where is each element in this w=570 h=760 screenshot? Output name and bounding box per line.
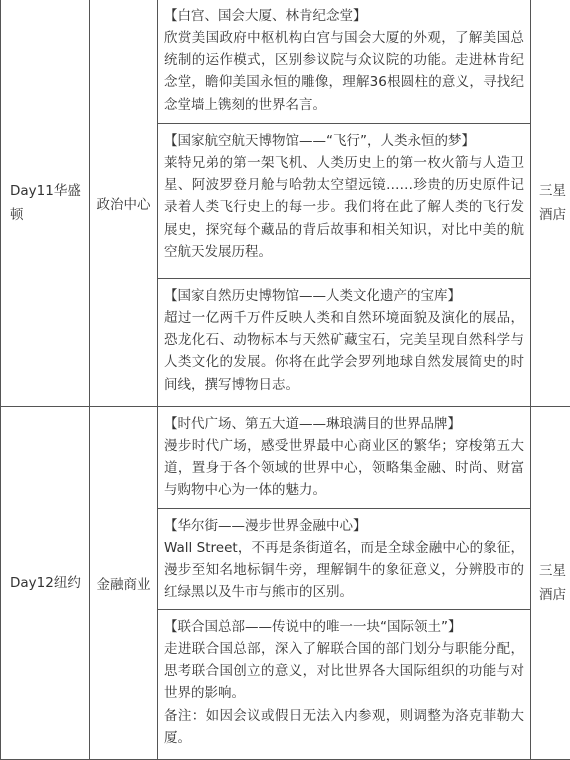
activity-description: 欣赏美国政府中枢机构白宫与国会大厦的外观，了解美国总统制的运作模式，区别参议院与众议院的功能。走进林肯纪念堂，瞻仰美国永恒的雕像，理解36根圆柱的意义，寻找纪念堂墙上镌刻的世界名言。	[164, 27, 524, 116]
table-row	[1, 0, 570, 124]
activity-title: 【国家自然历史博物馆——人类文化遗产的宝库】	[164, 285, 524, 307]
day-cell: Day11华盛顿	[1, 0, 90, 407]
activity-cell	[158, 610, 531, 760]
hotel-cell: 三星酒店	[531, 407, 570, 760]
activity-description: 漫步时代广场，感受世界最中心商业区的繁华；穿梭第五大道，置身于各个领域的世界中心，领略集金融、时尚、财富与购物中心为一体的魅力。	[164, 435, 524, 502]
theme-cell: 政治中心	[90, 0, 158, 407]
activity-cell	[158, 124, 531, 279]
activity-description: 超过一亿两千万件反映人类和自然环境面貌及演化的展品，恐龙化石、动物标本与天然矿藏宝石，完美呈现自然科学与人类文化的发展。你将在此学会罗列地球自然发展简史的时间线，撰写博物日志。	[164, 307, 524, 396]
activity-title: 【华尔街——漫步世界金融中心】	[164, 515, 524, 537]
activity-title: 【白宫、国会大厦、林肯纪念堂】	[164, 5, 524, 27]
table-row	[1, 407, 570, 509]
activity-title: 【联合国总部——传说中的唯一一块“国际领土”】	[164, 616, 524, 638]
activity-description: Wall Street，不再是条街道名，而是全球金融中心的象征，漫步至知名地标铜牛旁，理解铜牛的象征意义，分辨股市的红绿黑以及牛市与熊市的区别。	[164, 537, 524, 604]
activity-description: 走进联合国总部，深入了解联合国的部门划分与职能分配，思考联合国创立的意义，对比世界各大国际组织的功能与对世界的影响。	[164, 638, 524, 705]
theme-cell: 金融商业	[90, 407, 158, 760]
activity-cell	[158, 509, 531, 610]
activity-note: 备注：如因会议或假日无法入内参观，则调整为洛克菲勒大厦。	[164, 705, 524, 749]
activity-title: 【国家航空航天博物馆——“飞行”，人类永恒的梦】	[164, 130, 524, 152]
activity-cell	[158, 407, 531, 509]
activity-description: 莱特兄弟的第一架飞机、人类历史上的第一枚火箭与人造卫星、阿波罗登月舱与哈勃太空望远镜……珍贵的历史原件记录着人类飞行史上的每一步。我们将在此了解人类的飞行发展史，探究每个藏品的背后故事和相关知识，对比中美的航空航天发展历程。	[164, 152, 524, 263]
hotel-cell: 三星酒店	[531, 0, 570, 407]
activity-cell	[158, 279, 531, 407]
activity-cell	[158, 0, 531, 124]
activity-title: 【时代广场、第五大道——琳琅满目的世界品牌】	[164, 413, 524, 435]
day-cell: Day12纽约	[1, 407, 90, 760]
